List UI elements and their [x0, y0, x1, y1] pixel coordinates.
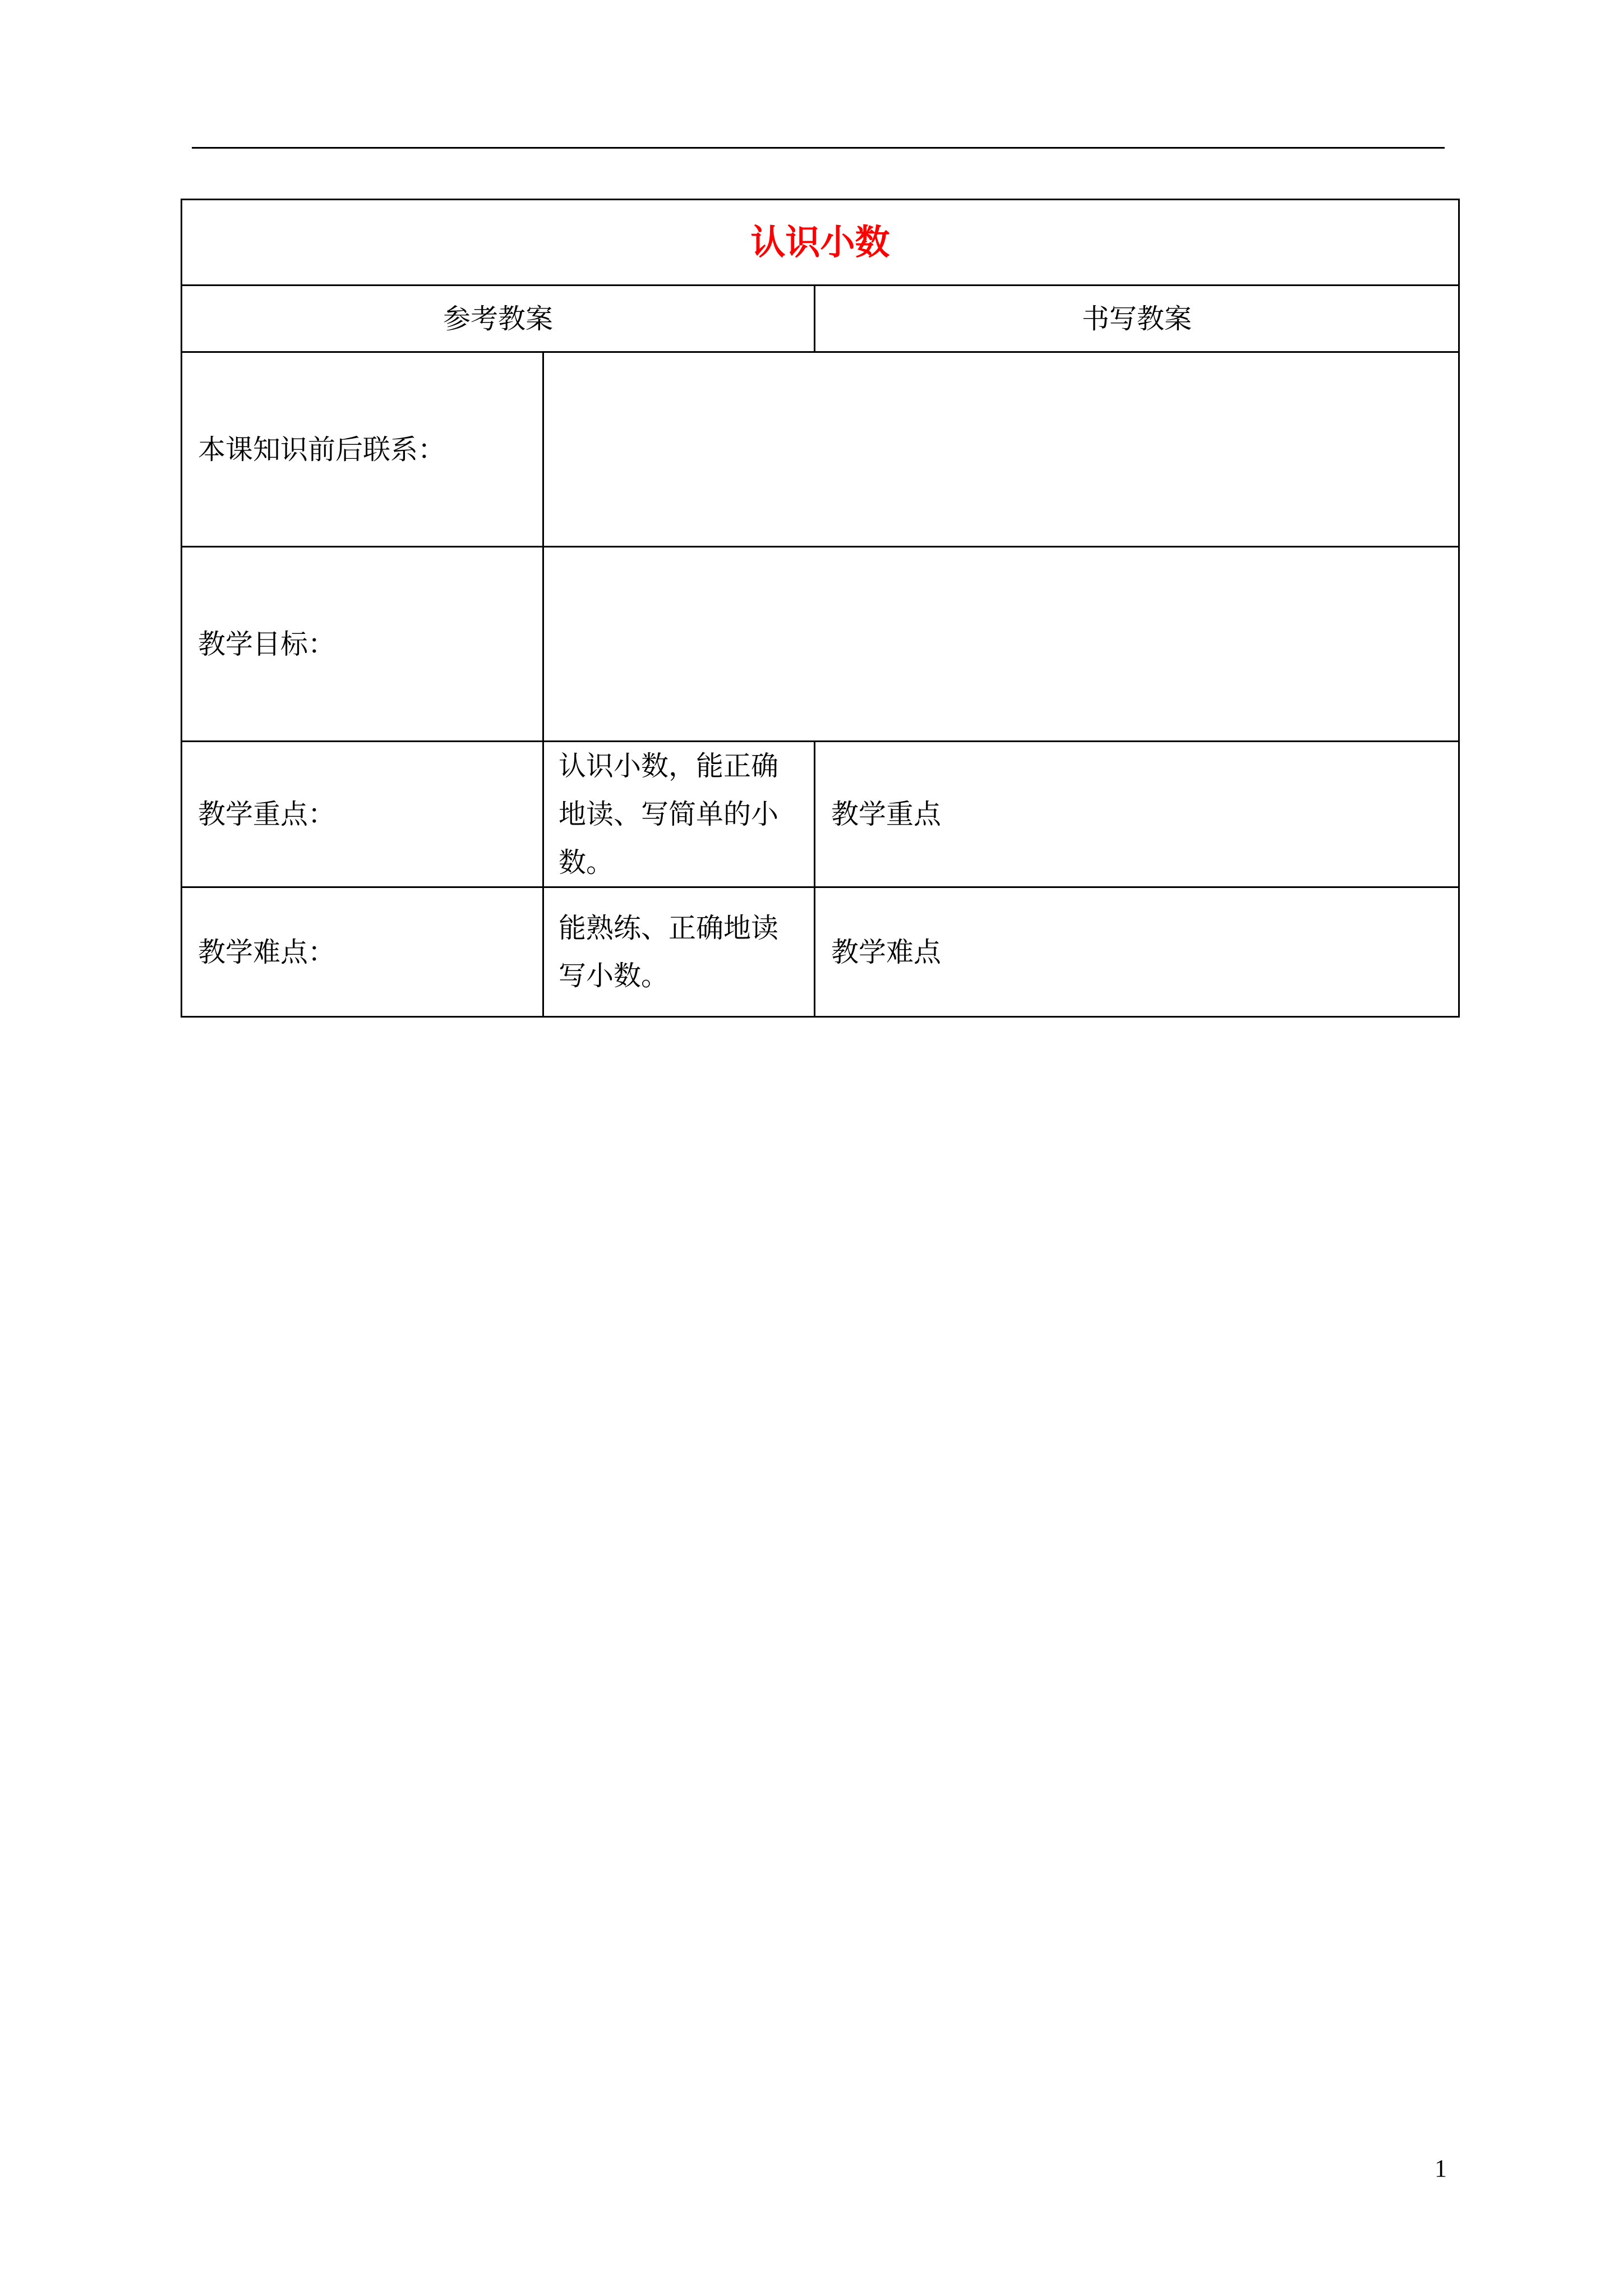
objectives-row: [182, 547, 1459, 742]
objectives-label: 教学目标：: [182, 547, 543, 742]
difficulties-content: 能熟练、正确地读写小数。: [543, 887, 815, 1017]
header-rule: [192, 147, 1445, 149]
reference-plan-header: 参考教案: [182, 286, 815, 352]
connections-content: [543, 352, 1459, 547]
column-header-row: [182, 286, 1459, 352]
connections-row: [182, 352, 1459, 547]
key-points-row: [182, 742, 1459, 887]
difficulties-writing: 教学难点: [815, 887, 1459, 1017]
difficulties-label: 教学难点：: [182, 887, 543, 1017]
title-cell: [182, 200, 1459, 286]
difficulties-row: [182, 887, 1459, 1017]
key-points-label: 教学重点：: [182, 742, 543, 887]
document-title: 认识小数: [750, 222, 890, 263]
title-row: [182, 200, 1459, 286]
page-number: 1: [1435, 2155, 1447, 2182]
writing-plan-header: 书写教案: [815, 286, 1459, 352]
key-points-content: 认识小数，能正确地读、写简单的小数。: [543, 742, 815, 887]
connections-label: 本课知识前后联系：: [182, 352, 543, 547]
lesson-plan-table: [181, 199, 1460, 1018]
key-points-writing: 教学重点: [815, 742, 1459, 887]
objectives-content: [543, 547, 1459, 742]
